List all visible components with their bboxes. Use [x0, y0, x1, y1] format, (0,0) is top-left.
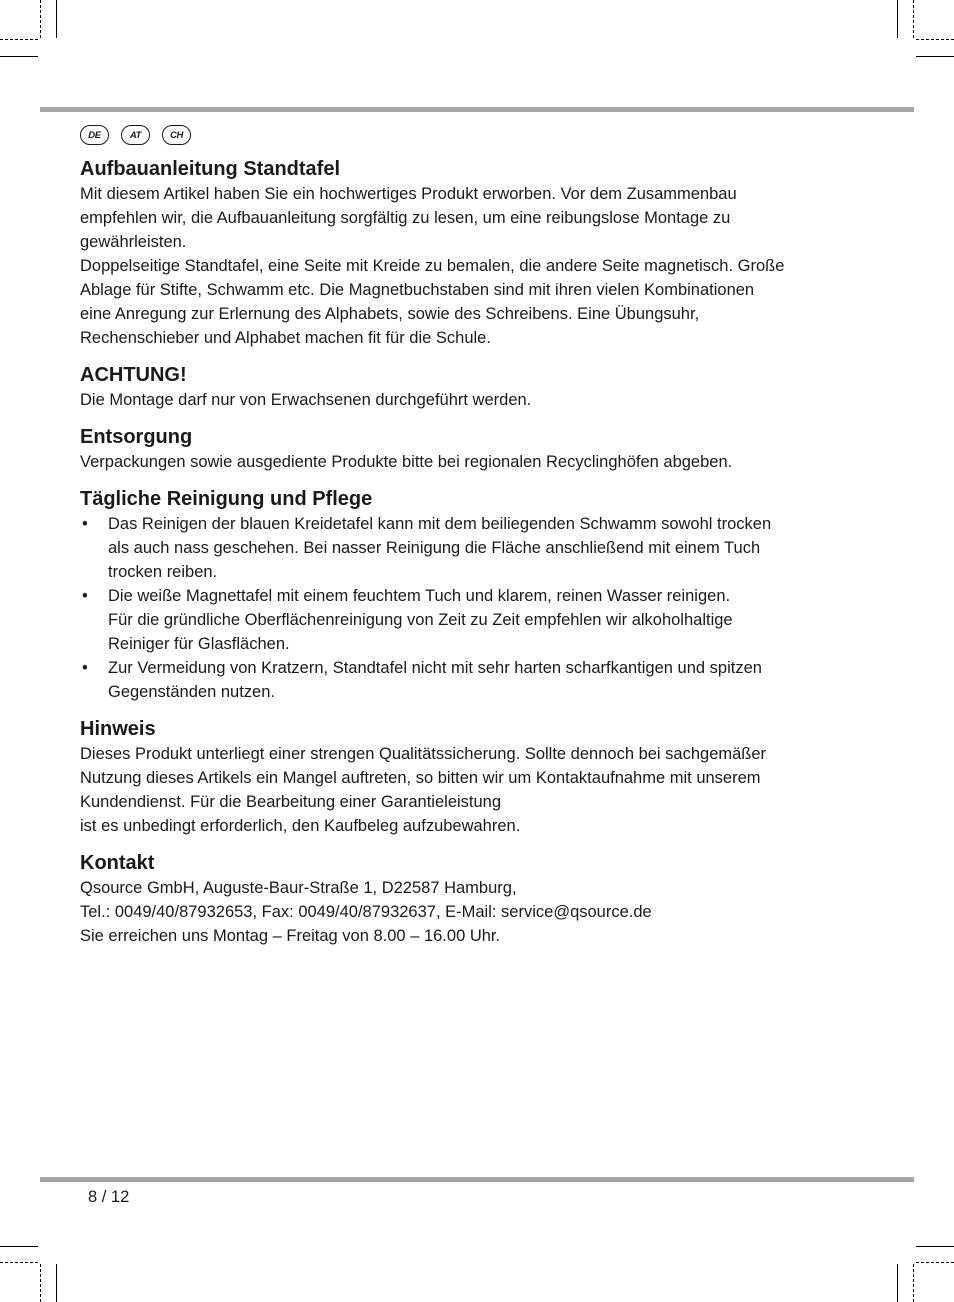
- crop-mark: [916, 39, 954, 40]
- crop-mark: [913, 1264, 914, 1302]
- section-disposal: [80, 424, 840, 474]
- paragraph-line: Tel.: 0049/40/87932653, Fax: 0049/40/87932637, E-Mail: service@qsource.de: [80, 903, 652, 921]
- section-heading: Kontakt: [80, 852, 155, 874]
- crop-mark: [916, 1262, 954, 1263]
- crop-mark: [897, 1264, 898, 1302]
- section-assembly: [80, 156, 840, 350]
- country-badge-at: AT: [121, 125, 150, 145]
- list-item: [80, 584, 840, 656]
- paragraph-line: ist es unbedingt erforderlich, den Kaufbeleg aufzubewahren.: [80, 817, 521, 835]
- section-heading: Hinweis: [80, 718, 156, 740]
- page-number: 8 / 12: [88, 1188, 130, 1206]
- paragraph-line: gewährleisten.: [80, 233, 187, 251]
- paragraph-line: Verpackungen sowie ausgediente Produkte bitte bei regionalen Recyclinghöfen abgeben.: [80, 453, 733, 471]
- crop-mark: [916, 1246, 954, 1247]
- paragraph-line: Rechenschieber und Alphabet machen fit für die Schule.: [80, 329, 491, 347]
- list-item-line: • Die weiße Magnettafel mit einem feuchtem Tuch und klarem, reinen Wasser reinigen.: [108, 587, 731, 605]
- crop-mark: [916, 56, 954, 57]
- crop-mark: [897, 0, 898, 38]
- list-item: [80, 512, 840, 584]
- paragraph-line: empfehlen wir, die Aufbauanleitung sorgfältig zu lesen, um eine reibungslose Montage zu: [80, 209, 731, 227]
- paragraph-line: eine Anregung zur Erlernung des Alphabets, sowie des Schreibens. Eine Übungsuhr,: [80, 305, 700, 323]
- section-cleaning: [80, 486, 840, 704]
- crop-mark: [0, 1262, 38, 1263]
- section-heading: Tägliche Reinigung und Pflege: [80, 488, 373, 510]
- crop-mark: [40, 1264, 41, 1302]
- list-item-line: als auch nass geschehen. Bei nasser Reinigung die Fläche anschließend mit einem Tuch: [108, 539, 761, 557]
- paragraph-line: Kundendienst. Für die Bearbeitung einer Garantieleistung: [80, 793, 502, 811]
- list-item-line: • Das Reinigen der blauen Kreidetafel kann mit dem beiliegenden Schwamm sowohl trocken: [108, 515, 772, 533]
- list-item-line: trocken reiben.: [108, 563, 218, 581]
- country-badges: [80, 124, 840, 146]
- paragraph-line: Die Montage darf nur von Erwachsenen durchgeführt werden.: [80, 391, 532, 409]
- bullet-list: [80, 512, 840, 704]
- section-contact: [80, 850, 840, 948]
- list-item-line: Für die gründliche Oberflächenreinigung von Zeit zu Zeit empfehlen wir alkoholhaltige: [108, 611, 733, 629]
- crop-mark: [913, 0, 914, 38]
- document-body: [80, 124, 840, 960]
- paragraph-line: Doppelseitige Standtafel, eine Seite mit Kreide zu bemalen, die andere Seite magnetisch. Große: [80, 257, 785, 275]
- crop-mark: [0, 39, 38, 40]
- section-warning: [80, 362, 840, 412]
- list-item-line: • Zur Vermeidung von Kratzern, Standtafel nicht mit sehr harten scharfkantigen und spitzen: [108, 659, 762, 677]
- crop-mark: [40, 0, 41, 38]
- country-badge-ch: CH: [162, 125, 191, 145]
- section-heading: Entsorgung: [80, 426, 193, 448]
- paragraph-line: Dieses Produkt unterliegt einer strengen Qualitätssicherung. Sollte dennoch bei sachgemäßer: [80, 745, 767, 763]
- paragraph-line: Mit diesem Artikel haben Sie ein hochwertiges Produkt erworben. Vor dem Zusammenbau: [80, 185, 737, 203]
- crop-mark: [0, 1246, 38, 1247]
- list-item-line: Reiniger für Glasflächen.: [108, 635, 290, 653]
- header-rule: [40, 107, 914, 112]
- paragraph-line: Sie erreichen uns Montag – Freitag von 8.00 – 16.00 Uhr.: [80, 927, 501, 945]
- section-notice: [80, 716, 840, 838]
- section-heading: ACHTUNG!: [80, 364, 187, 386]
- crop-mark: [56, 1264, 57, 1302]
- footer-rule: [40, 1177, 914, 1182]
- crop-mark: [0, 56, 38, 57]
- country-badge-de: DE: [80, 125, 109, 145]
- section-heading: Aufbauanleitung Standtafel: [80, 158, 340, 180]
- paragraph-line: Nutzung dieses Artikels ein Mangel auftreten, so bitten wir um Kontaktaufnahme mit unserem: [80, 769, 761, 787]
- list-item-line: Gegenständen nutzen.: [108, 683, 275, 701]
- list-item: [80, 656, 840, 704]
- paragraph-line: Ablage für Stifte, Schwamm etc. Die Magnetbuchstaben sind mit ihren vielen Kombinationen: [80, 281, 755, 299]
- crop-mark: [56, 0, 57, 38]
- paragraph-line: Qsource GmbH, Auguste-Baur-Straße 1, D22587 Hamburg,: [80, 879, 517, 897]
